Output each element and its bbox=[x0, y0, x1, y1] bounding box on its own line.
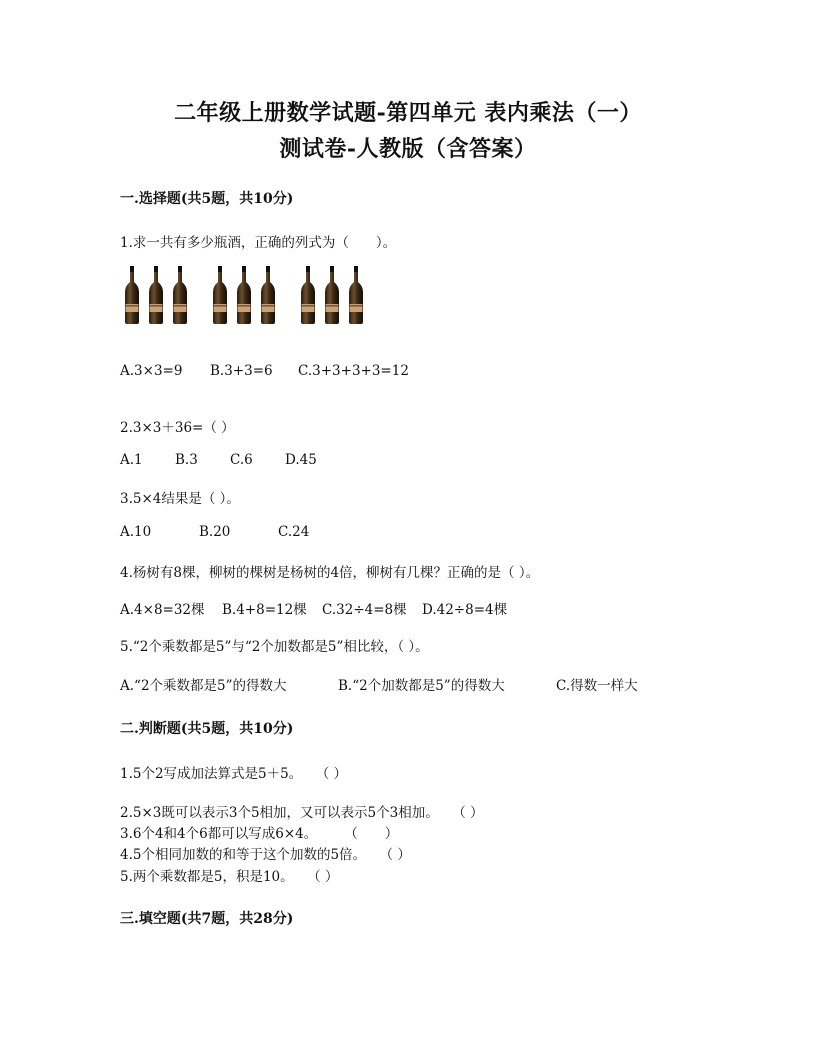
section-heading-choice: 一.选择题(共5题，共10分) bbox=[120, 191, 294, 207]
question-3: 3.5×4结果是（ ）。 bbox=[120, 491, 240, 507]
option-c: C.32÷4=8棵 bbox=[322, 602, 407, 618]
document-title-line-1: 二年级上册数学试题-第四单元 表内乘法（一） bbox=[174, 100, 642, 126]
judge-question-4: 4.5个相同加数的和等于这个加数的5倍。 （ ） bbox=[120, 847, 411, 863]
option-b: B.20 bbox=[199, 524, 231, 540]
question-2-options bbox=[120, 452, 317, 468]
option-b: B.3 bbox=[175, 452, 198, 468]
section-heading-fill: 三.填空题(共7题，共28分) bbox=[120, 911, 294, 927]
question-5: 5.“2个乘数都是5”与“2个加数都是5”相比较，（ ）。 bbox=[120, 639, 429, 655]
judge-question-2: 2.5×3既可以表示3个5相加，又可以表示5个3相加。 （ ） bbox=[120, 805, 484, 821]
judge-question-3: 3.6个4和4个6都可以写成6×4。 （ ） bbox=[120, 826, 399, 842]
wine-bottles-image bbox=[120, 266, 380, 324]
option-a: A.10 bbox=[120, 524, 152, 540]
question-1-options bbox=[120, 363, 409, 379]
option-a: A.3×3=9 bbox=[120, 363, 183, 379]
option-d: D.42÷8=4棵 bbox=[422, 602, 508, 618]
option-a: A.“2个乘数都是5”的得数大 bbox=[120, 678, 287, 694]
question-1: 1.求一共有多少瓶酒，正确的列式为（ ）。 bbox=[120, 235, 397, 251]
option-b: B.“2个加数都是5”的得数大 bbox=[338, 678, 505, 694]
option-c: C.得数一样大 bbox=[556, 678, 638, 694]
question-3-options bbox=[120, 524, 309, 540]
option-b: B.4+8=12棵 bbox=[222, 602, 307, 618]
question-2: 2.3×3＋36=（ ） bbox=[120, 420, 235, 436]
question-4-options bbox=[120, 598, 507, 618]
option-d: D.45 bbox=[285, 452, 317, 468]
option-b: B.3+3=6 bbox=[210, 363, 273, 379]
section-heading-judge: 二.判断题(共5题，共10分) bbox=[120, 721, 294, 737]
option-a: A.4×8=32棵 bbox=[120, 602, 205, 618]
judge-question-5: 5.两个乘数都是5，积是10。 （ ） bbox=[120, 869, 339, 885]
option-c: C.24 bbox=[278, 524, 310, 540]
option-a: A.1 bbox=[120, 452, 143, 468]
option-c: C.3+3+3+3=12 bbox=[298, 363, 409, 379]
option-c: C.6 bbox=[230, 452, 253, 468]
question-4: 4.杨树有8棵，柳树的棵树是杨树的4倍，柳树有几棵？正确的是（ ）。 bbox=[120, 565, 540, 581]
question-5-options bbox=[120, 674, 638, 694]
document-title-line-2: 测试卷-人教版（含答案） bbox=[279, 136, 537, 162]
judge-question-1: 1.5个2写成加法算式是5＋5。 （ ） bbox=[120, 766, 348, 782]
